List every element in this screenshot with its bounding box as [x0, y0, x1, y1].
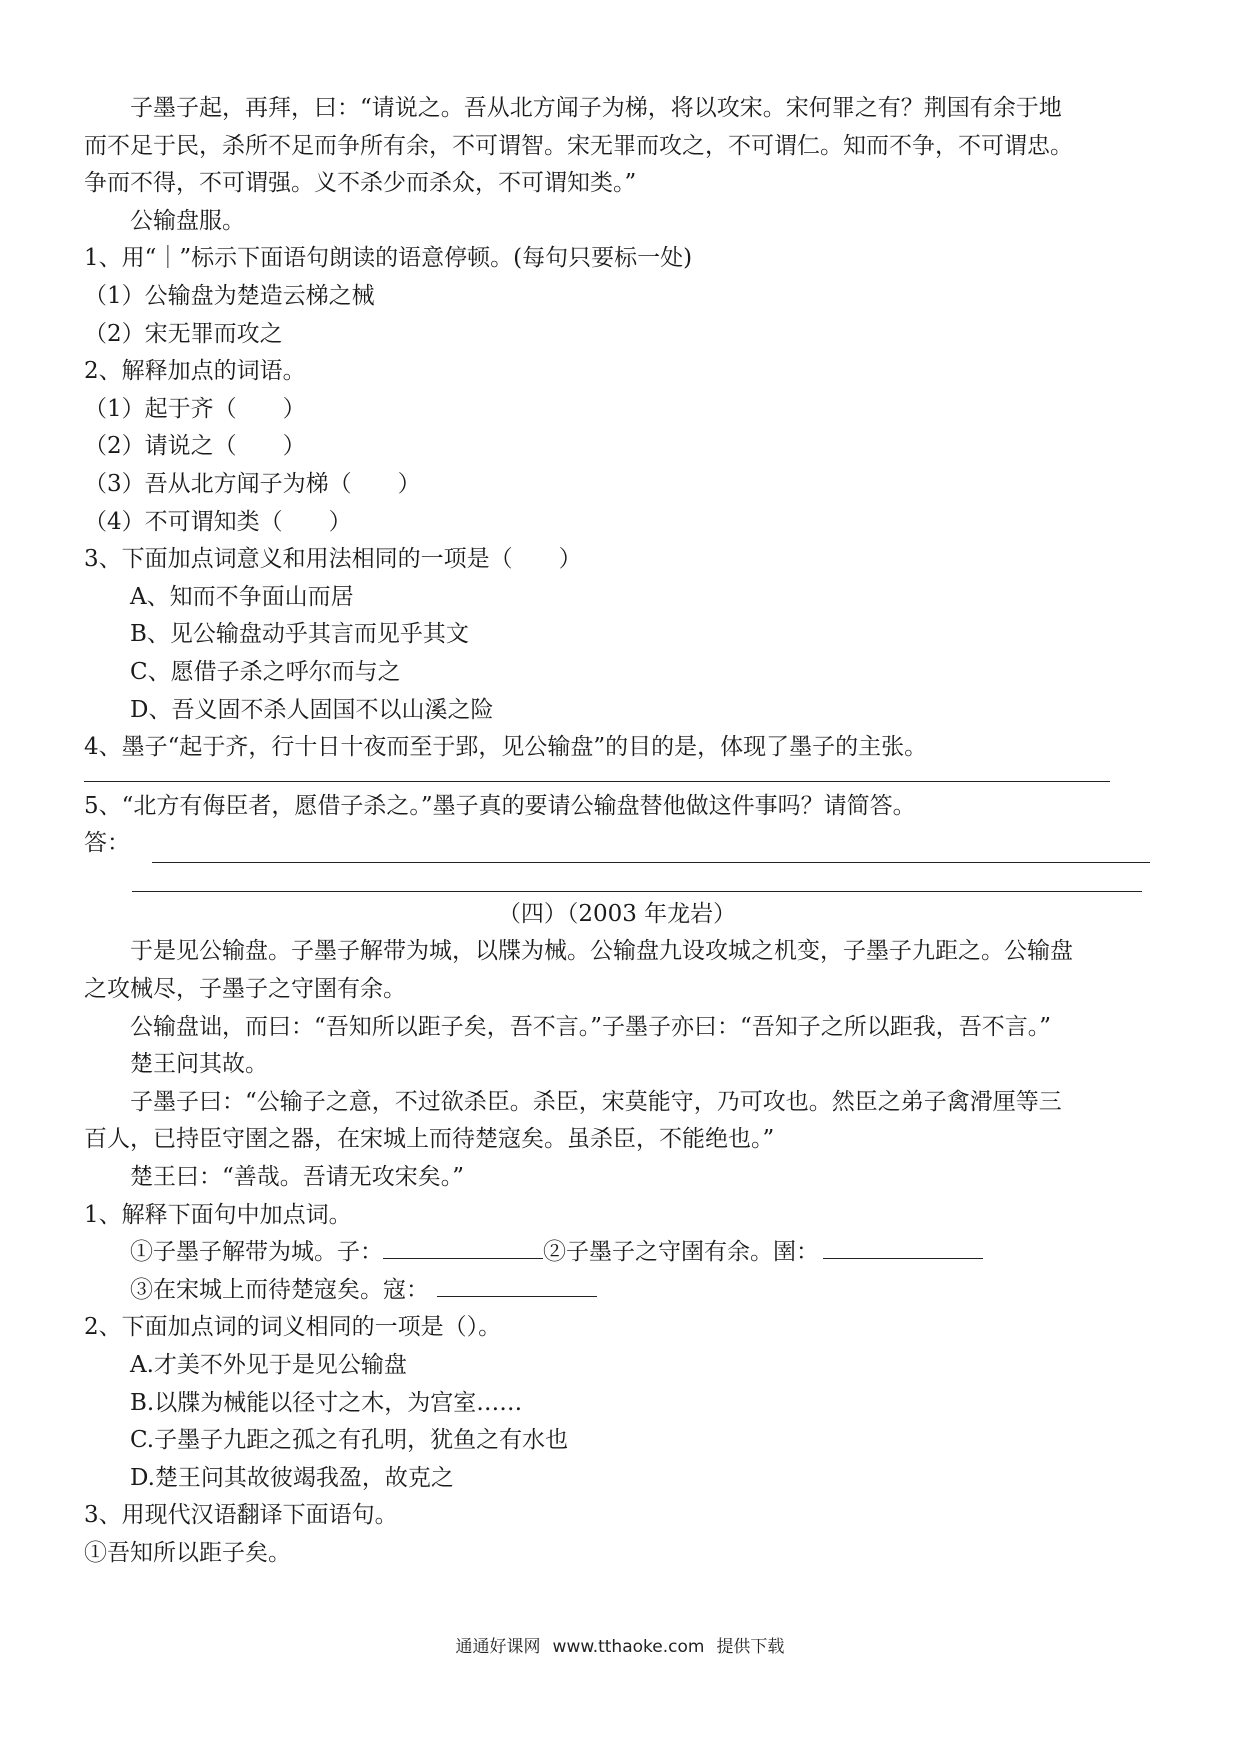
question-3-option: C、愿借子杀之呼尔而与之 [130, 658, 401, 685]
question-3-option: A、知而不争面山而居 [130, 583, 354, 610]
question-3: 3、下面加点词意义和用法相同的一项是（ ） [84, 546, 582, 573]
question2-3-item: ①吾知所以距子矣。 [84, 1539, 291, 1566]
question2-1-items [84, 1234, 1150, 1272]
question-2-item: （2）请说之（ ） [84, 433, 306, 460]
answer-line[interactable] [152, 836, 1150, 863]
footer-note: 提供下载 [716, 1637, 785, 1657]
passage1-paragraph-cont: 而不足于民，杀所不足而争所有余，不可谓智。宋无罪而攻之，不可谓仁。知而不争，不可谓忠。 [84, 132, 1073, 159]
fill-blank[interactable] [437, 1274, 597, 1297]
passage2-paragraph: 于是见公输盘。子墨子解带为城，以牒为械。公输盘九设攻城之机变，子墨子九距之。公输盘 [130, 938, 1073, 965]
question-1-item: （1）公输盘为楚造云梯之械 [84, 282, 375, 309]
question2-2-option: B.以牒为械能以径寸之木，为宫室…… [130, 1389, 523, 1416]
passage1-paragraph-cont: 争而不得，不可谓强。义不杀少而杀众，不可谓知类。” [84, 170, 637, 197]
question-3-option: D、吾义固不杀人固国不以山溪之险 [130, 696, 494, 723]
question-2-item: （4）不可谓知类（ ） [84, 508, 352, 535]
passage2-paragraph: 公输盘诎，而曰：“吾知所以距子矣，吾不言。”子墨子亦曰：“吾知子之所以距我，吾不言。” [130, 1013, 1052, 1040]
passage2-paragraph-cont: 百人，已持臣守圉之器，在宋城上而待楚寇矣。虽杀臣，不能绝也。” [84, 1126, 775, 1153]
fill-blank[interactable] [823, 1236, 983, 1259]
question2-1-item-b: ②子墨子之守圉有余。圉： [543, 1239, 819, 1266]
question-2: 2、解释加点的词语。 [84, 358, 306, 385]
passage2-paragraph: 楚王问其故。 [130, 1051, 268, 1078]
question-5: 5、“北方有侮臣者，愿借子杀之。”墨子真的要请公输盘替他做这件事吗？请简答。 [84, 792, 916, 819]
question-1: 1、用“｜”标示下面语句朗读的语意停顿。(每句只要标一处) [84, 245, 693, 272]
answer-row [84, 825, 1150, 863]
passage1-paragraph: 子墨子起，再拜，曰：“请说之。吾从北方闻子为梯，将以攻宋。宋何罪之有？荆国有余于地 [130, 95, 1062, 121]
passage2-paragraph: 楚王曰：“善哉。吾请无攻宋矣。” [130, 1164, 465, 1191]
passage2-paragraph: 子墨子曰：“公输子之意，不过欲杀臣。杀臣，宋莫能守，乃可攻也。然臣之弟子禽滑厘等三 [130, 1088, 1062, 1115]
question-2-item: （1）起于齐（ ） [84, 395, 306, 422]
question2-1: 1、解释下面句中加点词。 [84, 1201, 352, 1228]
page-footer [0, 1632, 1240, 1657]
question2-2-option: D.楚王问其故彼竭我盈，故克之 [130, 1464, 454, 1491]
question2-2: 2、下面加点词的词义相同的一项是（）。 [84, 1314, 502, 1341]
answer-line[interactable] [132, 863, 1142, 892]
passage1-paragraph: 公输盘服。 [130, 207, 245, 234]
question2-1-item-a: ①子墨子解带为城。子： [130, 1239, 383, 1266]
footer-site: 通通好课网 [455, 1637, 541, 1657]
section-heading: （四）（2003 年龙岩） [497, 900, 737, 927]
question2-1-items [84, 1272, 1150, 1310]
question-3-option: B、见公输盘动乎其言而见乎其文 [130, 621, 469, 648]
answer-label: 答： [84, 830, 130, 857]
question2-3: 3、用现代汉语翻译下面语句。 [84, 1502, 398, 1529]
question2-1-item-c: ③在宋城上而待楚寇矣。寇： [130, 1276, 429, 1303]
footer-url[interactable]: www.tthaoke.com [552, 1637, 705, 1657]
passage2-paragraph-cont: 之攻械尽，子墨子之守圉有余。 [84, 976, 406, 1003]
question2-2-option: C.子墨子九距之孤之有孔明，犹鱼之有水也 [130, 1427, 569, 1454]
question-2-item: （3）吾从北方闻子为梯（ ） [84, 470, 421, 497]
question2-2-option: A.才美不外见于是见公输盘 [130, 1352, 407, 1378]
question-4: 4、墨子“起于齐，行十日十夜而至于郢，见公输盘”的目的是，体现了墨子的主张。 [84, 734, 928, 761]
fill-blank[interactable] [383, 1236, 543, 1259]
question-1-item: （2）宋无罪而攻之 [84, 320, 283, 347]
